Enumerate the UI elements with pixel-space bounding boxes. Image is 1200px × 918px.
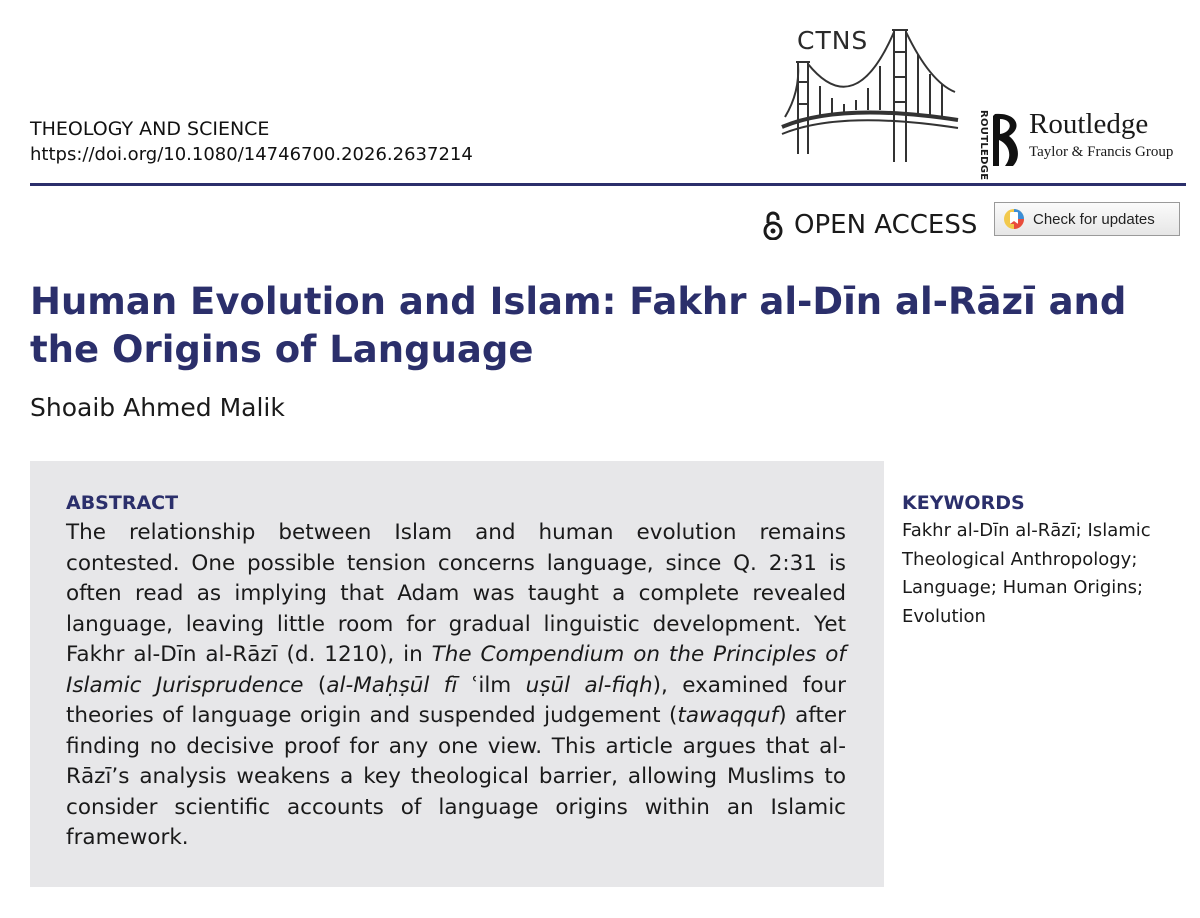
ctns-logo (780, 22, 960, 172)
abstract-heading: ABSTRACT (66, 492, 179, 514)
check-for-updates-button[interactable] (994, 202, 1180, 236)
open-access-badge (762, 210, 977, 240)
abstract-arabic-title-1: al-Maḥṣūl fī (326, 672, 458, 698)
publisher-name: Routledge (1029, 108, 1149, 140)
open-lock-icon (762, 210, 784, 240)
check-for-updates-label: Check for updates (1033, 210, 1155, 228)
header-divider (30, 183, 1186, 186)
abstract-body: The relationship between Islam and human evolution remains contested. One possible tension concerns language, since Q. 2:31 is often read as implying that Adam was taught a complete revealed language, leaving little room for gradual linguistic development. Yet Fakhr al-Dīn al-Rāzī (d. 1210), in The Compendium on the Principles of Islamic Jurisprudence (al-Maḥṣūl fī ʿilm uṣūl al-fiqh), examined four theories of language origin and suspended judgement (tawaqquf) after finding no decisive proof for any one view. This article argues that al-Rāzī’s analysis weakens a key theological barrier, allowing Muslims to consider scientific accounts of language origins within an Islamic framework. (66, 520, 847, 850)
author-name[interactable]: Shoaib Ahmed Malik (30, 393, 285, 422)
publisher-group: Taylor & Francis Group (1029, 144, 1174, 160)
abstract-book-title: The Compendium on the Principles of Islamic Jurisprudence (66, 642, 846, 698)
abstract-term: tawaqquf (677, 703, 779, 728)
keywords-list: Fakhr al-Dīn al-Rāzī; Islamic Theological Anthropology; Language; Human Origins; Evolution (902, 520, 1151, 627)
article-title: Human Evolution and Islam: Fakhr al-Dīn al-Rāzī and the Origins of Language (30, 280, 1127, 371)
journal-name: THEOLOGY AND SCIENCE (30, 118, 270, 140)
open-access-label: OPEN ACCESS (794, 210, 978, 240)
abstract-arabic-title-2: uṣūl al-fiqh (525, 672, 653, 698)
journal-header (30, 116, 473, 168)
abstract-section (30, 461, 884, 887)
keywords-heading: KEYWORDS (902, 492, 1025, 514)
routledge-vertical-text: ROUTLEDGE (978, 110, 989, 181)
ctns-label: CTNS (797, 26, 869, 55)
doi-link[interactable]: https://doi.org/10.1080/14746700.2026.2637214 (30, 144, 473, 165)
crossmark-icon (1003, 207, 1025, 231)
routledge-logo (975, 106, 1185, 181)
routledge-mark-icon (991, 110, 1025, 168)
